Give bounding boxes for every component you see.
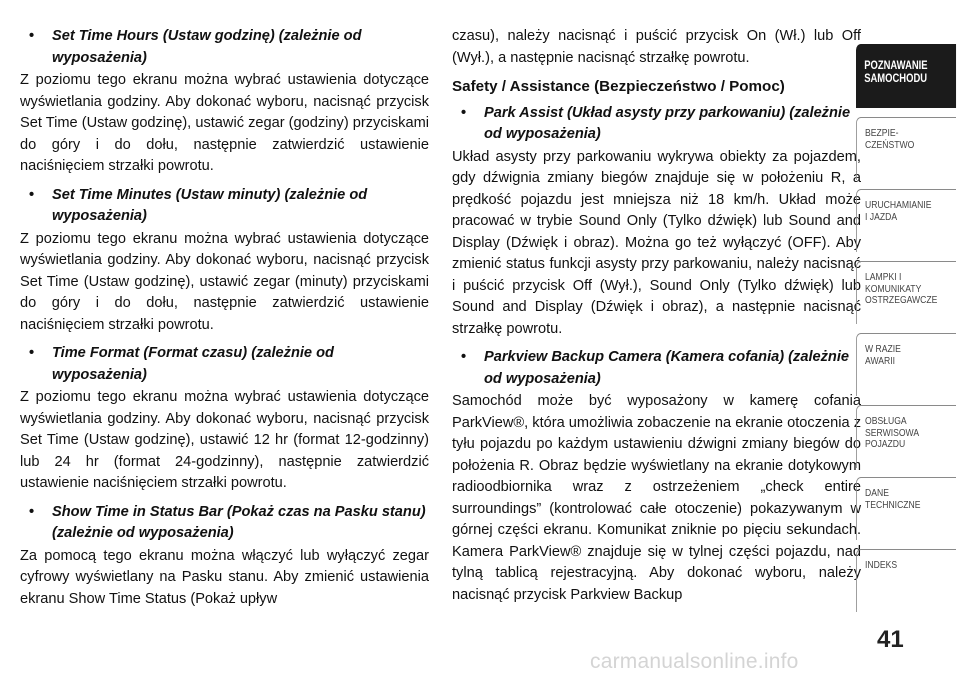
bullet-heading-parkview-camera: • Parkview Backup Camera (Kamera cofania) (zależnie od wyposażenia) <box>461 349 850 387</box>
bullet-dot: • <box>29 503 35 520</box>
bullet-heading-time-format: • Time Format (Format czasu) (zależnie od wyposażenia) <box>29 345 334 383</box>
paragraph-set-time-minutes: Z poziomu tego ekranu można wybrać ustawienia dotyczące wyświetlania godziny. Aby dokonać wyboru, nacisnąć przycisk Set Time (Ustaw godzinę), ustawić zegar (minuty) przyciskami do góry i do dołu, następnie zatwierdzić ustawienie naciśnięciem strzałki powrotu. <box>20 230 429 333</box>
paragraph-park-assist: Układ asysty przy parkowaniu wykrywa obiekty za pojazdem, gdy dźwignia zmiany biegów znajduje się w położeniu R, a prędkość pojazdu jest mniejsza niż 18 km/h. Układ może pracować w trybie Sound Only (Tylko dźwięk) lub Sound and Display (Dźwięk i obraz). Można go też wyłączyć (OFF). Aby zmienić status funkcji asysty przy parkowaniu, należy nacisnąć i puścić przycisk Off (Wył.), Sound Only (Tylko dźwięk) lub Sound and Display (Dźwięk i obraz), a następnie nacisnąć strzałkę powrotu. <box>452 148 861 337</box>
bullet-heading-set-time-hours: • Set Time Hours (Ustaw godzinę) (zależnie od wyposażenia) <box>29 28 362 66</box>
bullet-dot: • <box>461 349 467 365</box>
tab-poznawanie-samochodu[interactable]: POZNAWANIE SAMOCHODU <box>856 44 956 108</box>
section-title-safety-assistance: Safety / Assistance (Bezpieczeństwo / Pomoc) <box>452 78 785 95</box>
bullet-heading-park-assist: • Park Assist (Układ asysty przy parkowaniu) (zależnie od wyposażenia) <box>461 104 851 142</box>
tab-lampki-i-komunikaty[interactable]: LAMPKI I KOMUNIKATY OSTRZEGAWCZE <box>856 261 956 324</box>
paragraph-parkview-camera: Samochód może być wyposażony w kamerę cofania ParkView®, która umożliwia zobaczenie na ekranie otoczenia z tyłu pojazdu po każdym ustawieniu dźwigni zmiany biegów do położenia R. Obraz będzie wyświetlany na ekranie dotykowym radioodbiornika wraz z ostrzeżeniem „check entire surroundings” (kontrolować całe otoczenie) pokazywanym w górnej części ekranu. Komunikat zniknie po pięciu sekundach. Kamera ParkView® znajduje się w tylnej części pojazdu, nad tylną tablicą rejestracyjną. Aby dokonać wyboru, należy nacisnąć przycisk Parkview Backup <box>452 393 861 603</box>
paragraph-continued: czasu), należy nacisnąć i puścić przycisk On (Wł.) lub Off (Wył.), a następnie nacisnąć strzałkę powrotu. <box>452 28 861 66</box>
chapter-tabs <box>856 44 960 621</box>
tab-uruchamianie-i-jazda[interactable]: URUCHAMIANIE I JAZDA <box>856 189 956 252</box>
watermark: carmanualsonline.info <box>590 650 799 673</box>
tab-indeks[interactable]: INDEKS <box>856 549 956 612</box>
bullet-dot: • <box>29 345 35 361</box>
tab-obsluga-serwisowa[interactable]: OBSŁUGA SERWISOWA POJAZDU <box>856 405 956 468</box>
paragraph-show-time-status-bar: Za pomocą tego ekranu można włączyć lub wyłączyć zegar cyfrowy wyświetlany na Pasku stanu. Aby zmienić ustawienia ekranu Show Time Status (Pokaż upływ <box>20 547 429 607</box>
bullet-heading-show-time-status-bar: • Show Time in Status Bar (Pokaż czas na Pasku stanu) (zależnie od wyposażenia) <box>29 503 426 541</box>
bullet-dot: • <box>29 28 35 44</box>
bullet-dot: • <box>29 186 35 203</box>
bullet-heading-set-time-minutes: • Set Time Minutes (Ustaw minuty) (zależnie od wyposażenia) <box>29 186 368 224</box>
bullet-dot: • <box>461 104 467 121</box>
paragraph-set-time-hours: Z poziomu tego ekranu można wybrać ustawienia dotyczące wyświetlania godziny. Aby dokonać wyboru, nacisnąć przycisk Set Time (Ustaw godzinę), ustawić zegar (godziny) przyciskami do góry i do dołu, następnie zatwierdzić ustawienie naciśnięciem strzałki powrotu. <box>20 72 429 174</box>
tab-w-razie-awarii[interactable]: W RAZIE AWARII <box>856 333 956 396</box>
page-number: 41 <box>877 626 904 653</box>
right-column <box>452 26 861 613</box>
left-column <box>20 26 429 617</box>
tab-bezpieczenstwo[interactable]: BEZPIE- CZEŃSTWO <box>856 117 956 180</box>
paragraph-time-format: Z poziomu tego ekranu można wybrać ustawienia dotyczące wyświetlania godziny. Aby dokonać wyboru, nacisnąć przycisk Set Time (Ustaw godzinę), ustawić 12 hr (format 12-godzinny) lub 24 hr (format 24-godzinny), następnie zatwierdzić ustawienie naciśnięciem strzałki powrotu. <box>20 389 429 491</box>
tab-dane-techniczne[interactable]: DANE TECHNICZNE <box>856 477 956 540</box>
